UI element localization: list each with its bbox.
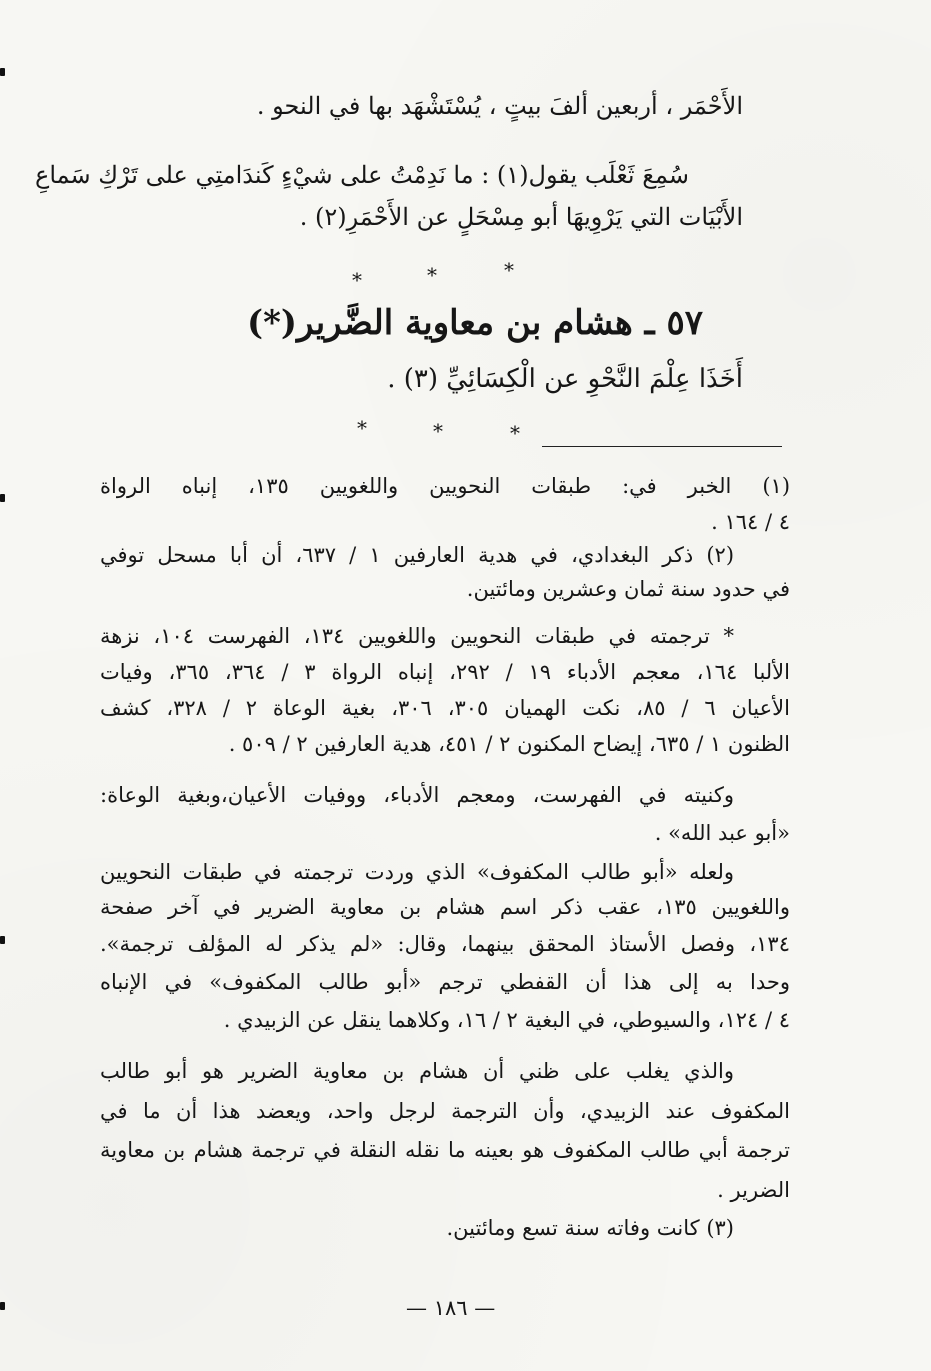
footnote-6-line-1: والذي يغلب على ظني أن هشام بن معاوية الضرير هو أبو طالب (100, 1059, 734, 1083)
footnote-6-line-4: الضرير . (717, 1178, 790, 1202)
body-line-2: سُمِعَ ثَعْلَب يقول(١) : ما نَدِمْتُ على شيْءٍ كَندَامتِي على تَرْكِ سَماعِ (35, 161, 689, 189)
scan-edge-mark (0, 1302, 5, 1310)
scan-edge-mark (0, 494, 5, 502)
footnote-1-line-2: ٤ / ١٦٤ . (711, 510, 790, 534)
body-line-1: الأَحْمَر ، أربعين ألفَ بيتٍ ، يُسْتَشْهَد بها في النحو . (256, 92, 743, 120)
footnote-5-line-5: ٤ / ١٢٤، والسيوطي، في البغية ٢ / ١٦، وكلاهما ينقل عن الزبيدي . (223, 1008, 790, 1032)
footnote-separator-rule (542, 446, 782, 447)
star-right: * (510, 421, 520, 445)
footnote-6-line-3: ترجمة أبي طالب المكفوف هو بعينه ما نقله النقلة في ترجمة هشام بن معاوية (100, 1138, 790, 1162)
footnote-3-line-3: الأعيان ٦ / ٨٥، نكت الهميان ٣٠٥، ٣٠٦، بغية الوعاة ٢ / ٣٢٨، كشف (100, 696, 790, 720)
footnote-3-line-2: الألبا ١٦٤، معجم الأدباء ١٩ / ٢٩٢، إنباه الرواة ٣ / ٣٦٤، ٣٦٥، وفيات (100, 660, 790, 684)
star-middle: * (433, 419, 443, 443)
scan-edge-mark (0, 68, 5, 76)
footnote-3-line-1: * ترجمته في طبقات النحويين واللغويين ١٣٤، الفهرست ١٠٤، نزهة (100, 624, 735, 648)
footnote-5-line-2: واللغويين ١٣٥، عقب ذكر اسم هشام بن معاوية الضرير في آخر صفحة (100, 895, 791, 919)
footnote-4-line-1: وكنيته في الفهرست، ومعجم الأدباء، ووفيات الأعيان،وبغية الوعاة: (100, 783, 734, 807)
footnote-5-line-1: ولعله «أبو طالب المكفوف» الذي وردت ترجمته في طبقات النحويين (100, 860, 734, 884)
star-left: * (357, 416, 367, 440)
entry-title: ٥٧ ـ هشام بن معاوية الضَّرير(*) (246, 303, 703, 343)
footnote-3-line-4: الظنون ١ / ٦٣٥، إيضاح المكنون ٢ / ٤٥١، هدية العارفين ٢ / ٥٠٩ . (228, 732, 790, 756)
footnote-6-line-2: المكفوف عند الزبيدي، وأن الترجمة لرجل واحد، ويعضد هذا أن ما في (100, 1099, 790, 1123)
footnote-2-line-2: في حدود سنة ثمان وعشرين ومائتين. (466, 577, 790, 601)
star-middle: * (427, 263, 437, 287)
star-right: * (504, 258, 514, 282)
page-number: — ١٨٦ — (406, 1296, 496, 1320)
star-left: * (352, 268, 362, 292)
scan-edge-mark (0, 936, 5, 944)
footnote-1-line-1: (١) الخبر في: طبقات النحويين واللغويين ١٣٥، إنباه الرواة (100, 474, 791, 498)
body-line-3: الأَبْيَات التي يَرْوِيهَا أبو مِسْحَلٍ عن الأَحْمَرِ(٢) . (299, 203, 743, 231)
footnote-5-line-3: ١٣٤، وفصل الأستاذ المحقق بينهما، وقال: «لم يذكر له المؤلف ترجمة». (100, 932, 790, 956)
footnote-5-line-4: وحدا به إلى هذا أن القفطي ترجم «أبو طالب المكفوف» في الإنباه (100, 970, 790, 994)
entry-line: أَخَذَا عِلْمَ النَّحْوِ عن الْكِسَائِيِّ (٣) . (387, 364, 743, 394)
footnote-7-line-1: (٣) كانت وفاته سنة تسع ومائتين. (446, 1216, 734, 1240)
footnote-2-line-1: (٢) ذكر البغدادي، في هدية العارفين ١ / ٦٣٧، أن أبا مسحل توفي (100, 543, 735, 567)
footnote-4-line-2: «أبو عبد الله» . (654, 821, 790, 845)
